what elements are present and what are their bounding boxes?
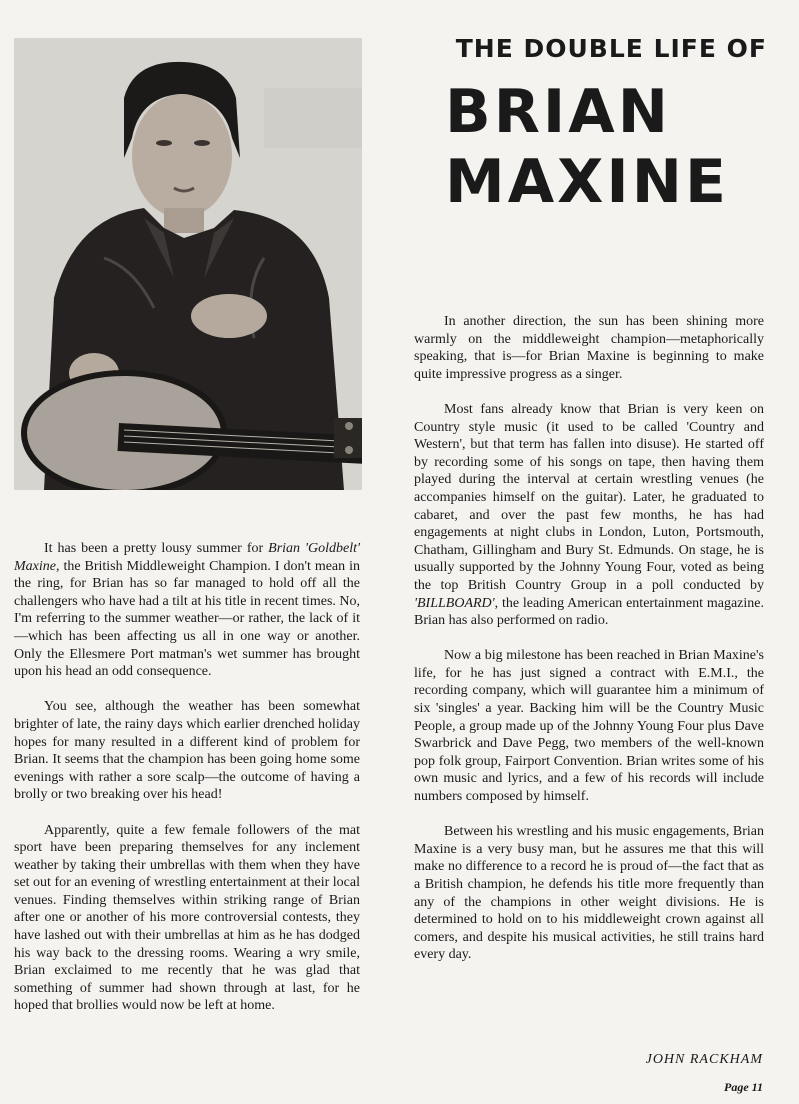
portrait-illustration: [14, 38, 362, 490]
title-name-last: MAXINE: [445, 147, 729, 217]
italic-text: 'BILLBOARD': [414, 595, 495, 611]
right-paragraph-1: In another direction, the sun has been shining more warmly on the middleweight champion—metaphorically speaking, that is—for Brian Maxine is beginning to make quite impressive progress as a singer.: [414, 314, 764, 382]
italic-text: Brian 'Goldbelt' Maxine: [14, 541, 360, 574]
text-run: , the leading American entertainment magazine. Brian has also performed on radio.: [414, 595, 764, 629]
right-paragraph-3: Now a big milestone has been reached in Brian Maxine's life, for he has just signed a contract with E.M.I., the recording company, which will guarantee him a minimum of six 'singles' a year. Backing him will be the Country Music People, a group made up of the Johnny Young Four plus Dave Swarbrick and Dave Pegg, two members of the well-known pop folk group, Fairport Convention. Brian writes some of his own music and lyrics, and a few of his records will include numbers composed by himself.: [414, 648, 764, 805]
left-paragraph-2: You see, although the weather has been somewhat brighter of late, the rainy days which earlier drenched holiday hopes for many resulted in a different kind of problem for Brian. It seems that the champion has been going home some evenings with rather a sore scalp—the outcome of having a brolly or two breaking over his head!: [14, 699, 360, 803]
title-kicker: THE DOUBLE LIFE OF: [455, 34, 767, 63]
title-name-first: BRIAN: [445, 77, 671, 147]
left-column: [14, 540, 360, 1033]
left-paragraph-3: Apparently, quite a few female followers of the mat sport have been preparing themselves for any inclement weather by taking their umbrellas with them when they have set out for an evening of wrestling entertainment at their local venues. Finding themselves within striking range of Brian after one or another of his more controversial contests, they have lashed out with their umbrellas at him as he has dodged his way back to the dressing rooms. Wearing a wry smile, Brian exclaimed to me recently that he was glad that something of summer had shown through at last, for he hoped that brollies would now be left at home.: [14, 822, 360, 1014]
right-paragraph-4: Between his wrestling and his music engagements, Brian Maxine is a very busy man, but he assures me that this will make no difference to a record he is proud of—the fact that as a British champion, he defends his title more frequently than any of the champions in other weight divisions. He is determined to hold on to his middleweight crown against all comers, and despite his musical activities, he still trains hard every day.: [414, 824, 764, 963]
right-paragraph-2: [414, 401, 764, 630]
left-paragraph-1: [14, 540, 360, 681]
portrait-photo: [14, 38, 362, 490]
right-column: [414, 313, 764, 982]
text-run: It has been a pretty lousy summer for: [44, 541, 269, 556]
text-run: Most fans already know that Brian is very keen on Country style music (it used to be called 'Country and Western', but that term has fallen into disuse). He started off by recording some of his songs on tape, then having them played during the interval at certain wrestling venues (he accompanies himself on the guitar). Later, he graduated to cabaret, and over the past few months, he has had engagements at night clubs in London, Luton, Portsmouth, Chatham, Gillingham and Bury St. Edmunds. On stage, he is usually supported by the Johnny Young Four, voted as being the top British Country Group in a poll conducted by: [414, 401, 764, 593]
author-byline: JOHN RACKHAM: [645, 1052, 763, 1067]
text-run: , the British Middleweight Champion. I don't mean in the ring, for Brian has so far managed to hold off all the challengers who have had a tilt at his title in recent times. No, I'm referring to the summer weather—or rather, the lack of it—which has been affecting us all in one way or another. Only the Ellesmere Port matman's wet summer has brought upon his head an odd consequence.: [14, 558, 361, 680]
page-number: Page 11: [724, 1080, 763, 1094]
